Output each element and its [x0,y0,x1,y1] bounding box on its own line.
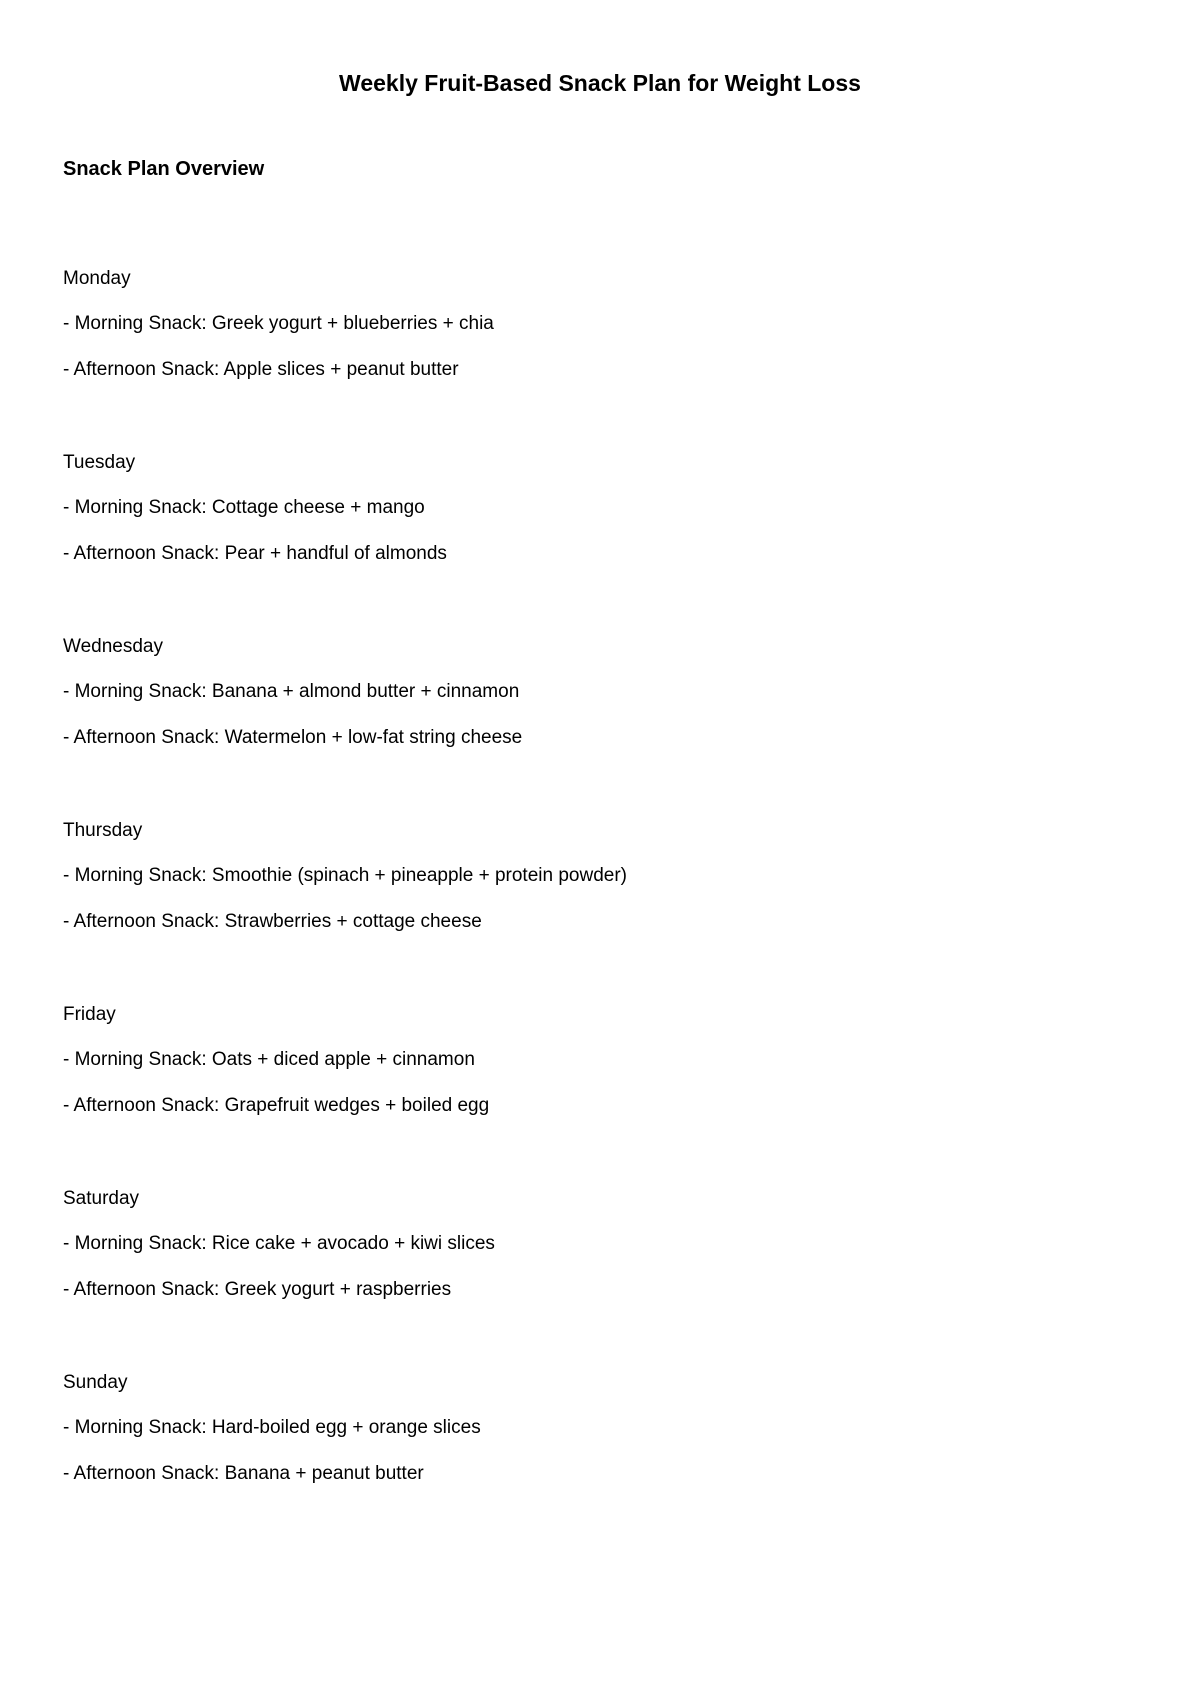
day-block-monday [63,266,1143,450]
day-block-sunday [63,1370,1143,1554]
morning-snack: - Morning Snack: Smoothie (spinach + pineapple + protein powder) [63,865,627,886]
day-block-tuesday [63,450,1143,634]
afternoon-snack: - Afternoon Snack: Apple slices + peanut butter [63,359,459,380]
day-block-saturday [63,1186,1143,1370]
afternoon-snack: - Afternoon Snack: Pear + handful of almonds [63,543,447,564]
afternoon-snack: - Afternoon Snack: Banana + peanut butter [63,1463,424,1484]
morning-snack: - Morning Snack: Banana + almond butter + cinnamon [63,681,520,702]
morning-snack: - Morning Snack: Hard-boiled egg + orange slices [63,1417,481,1438]
day-name: Thursday [63,820,143,841]
morning-snack: - Morning Snack: Oats + diced apple + cinnamon [63,1049,475,1070]
afternoon-snack: - Afternoon Snack: Grapefruit wedges + boiled egg [63,1095,490,1116]
day-block-wednesday [63,634,1143,818]
morning-snack: - Morning Snack: Greek yogurt + blueberries + chia [63,313,494,334]
morning-snack: - Morning Snack: Rice cake + avocado + kiwi slices [63,1233,495,1254]
morning-snack: - Morning Snack: Cottage cheese + mango [63,497,425,518]
afternoon-snack: - Afternoon Snack: Watermelon + low-fat string cheese [63,727,523,748]
day-name: Monday [63,268,131,289]
afternoon-snack: - Afternoon Snack: Greek yogurt + raspberries [63,1279,452,1300]
day-name: Tuesday [63,452,136,473]
day-name: Sunday [63,1372,128,1393]
day-name: Friday [63,1004,116,1025]
day-block-friday [63,1002,1143,1186]
day-block-thursday [63,818,1143,1002]
day-name: Saturday [63,1188,140,1209]
day-list [63,266,1143,1554]
afternoon-snack: - Afternoon Snack: Strawberries + cottage cheese [63,911,482,932]
section-heading: Snack Plan Overview [63,158,265,180]
day-name: Wednesday [63,636,163,657]
document-title: Weekly Fruit-Based Snack Plan for Weight Loss [339,70,861,96]
